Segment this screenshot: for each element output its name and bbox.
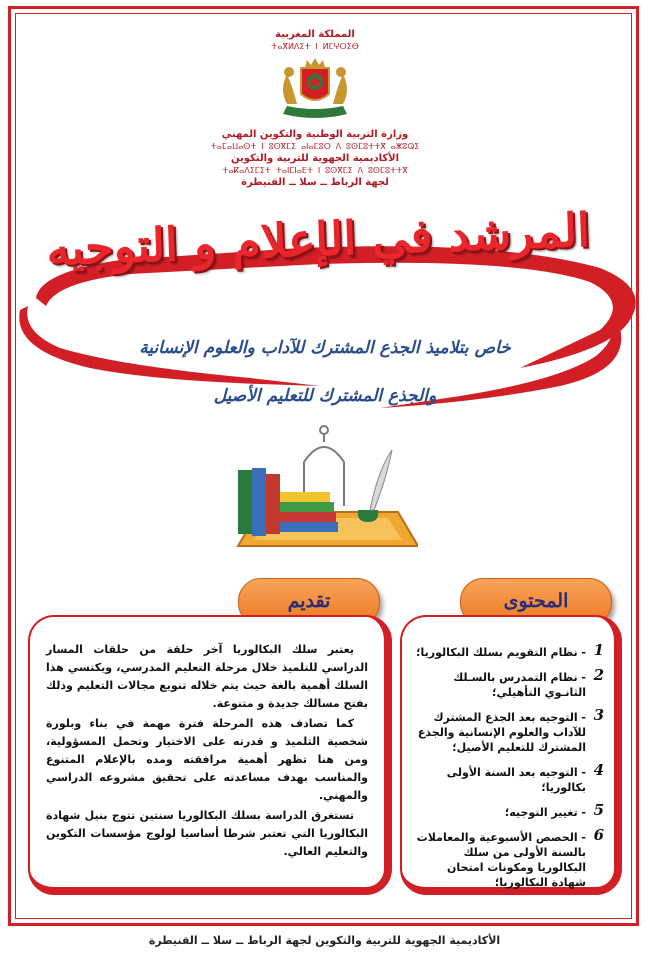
intro-box (28, 615, 392, 895)
list-item (412, 641, 604, 660)
list-item-text: - تغيير التوجيه؛ (504, 806, 586, 819)
main-title: المرشد في الإعلام و التوجيه (45, 202, 591, 276)
intro-paragraph-1: يعتبر سلك البكالوريا آخر حلقة من حلقات المسار الدراسي للتلميذ خلال مرحلة التعليم المدرسي، ويكتسي هذا السلك أهمية بالغة حيث يتم خلاله تنويع مجالات التعليم وذلك بفتح مسالك جديدة و متنوعة. (46, 643, 368, 710)
list-item-text: - التوجيه بعد السنة الأولى بكالوريا؛ (446, 766, 586, 794)
footer-text: الأكاديمية الجهوية للتربية والتكوين لجهة الرباط ــ سلا ــ القنيطرة (148, 934, 501, 947)
list-item-text: - نظام التمدرس بالسـلك الثانـوي التأهيلي؛ (453, 671, 586, 699)
contents-box (400, 615, 622, 895)
royal-emblem-icon (273, 54, 357, 122)
region-name-ar: لجهة الرباط ــ سلا ــ القنيطرة (241, 177, 389, 188)
list-item-text: - التوجيه بعد الجذع المشترك للآداب والعلوم الإنسانية والجذع المشترك للتعليم الأصيل؛ (417, 711, 586, 754)
academy-name-tifinagh: ⵜⴰⴽⴰⴷⵉⵎⵉⵜ ⵜⴰⵏⵎⵏⴰⴹⵜ ⵏ ⵓⵙⴳⵎⵉ ⴷ ⵓⵙⵎⵓⵜⵜⴳ (222, 166, 408, 175)
subtitle-line-1: خاص بتلاميذ الجذع المشترك للآداب والعلوم الإنسانية (139, 338, 511, 358)
intro-paragraph-2: كما تصادف هذه المرحلة فترة مهمة في بناء وبلورة شخصية التلميذ و قدرته على الاختيار وتحمل المسؤولية، ومن هنا تظهر أهمية مرافقته ومده بالإعلام المتنوع والمناسب بهدف مساعدته على تحقيق مشروعه الدراسي والمهني. (46, 717, 368, 802)
header-block (210, 28, 420, 189)
kingdom-name-ar: المملكة المغربية (275, 29, 355, 40)
academy-name-ar: الأكاديمية الجهوية للتربية والتكوين (230, 153, 400, 164)
list-item-number: 1 (593, 641, 604, 659)
subtitle-line-2: والجذع المشترك للتعليم الأصيل (213, 386, 437, 406)
list-item-text: - الحصص الأسبوعية والمعاملات بالسنة الأولى من سلك البكالوريا ومكونات امتحان شهادة البكالوريا؛ (416, 831, 586, 889)
list-item-number: 5 (593, 801, 604, 819)
kingdom-name-tifinagh: ⵜⴰⴳⵍⴷⵉⵜ ⵏ ⵍⵎⵖⵔⵉⴱ (271, 42, 359, 51)
list-item (412, 706, 604, 755)
intro-heading-tab: تقديم (238, 578, 380, 626)
ministry-name-ar: وزارة التربية الوطنية والتكوين المهني (221, 129, 409, 140)
list-item (412, 826, 604, 890)
list-item-number: 6 (593, 826, 604, 844)
ministry-name-tifinagh: ⵜⴰⵎⴰⵡⴰⵙⵜ ⵏ ⵓⵙⴳⵎⵉ ⴰⵏⴰⵎⵓⵔ ⴷ ⵓⵙⵎⵓⵜⵜⴳ ⴰⵥⵓⵕⵉ (210, 142, 420, 151)
list-item-number: 2 (593, 666, 604, 684)
list-item (412, 761, 604, 795)
list-item (412, 666, 604, 700)
books-and-quill-illustration (228, 422, 418, 552)
list-item (412, 801, 604, 820)
contents-list (402, 617, 614, 890)
contents-heading-tab: المحتوى (460, 578, 612, 626)
list-item-number: 3 (593, 706, 604, 724)
list-item-text: - نظام التقويم بسلك البكالوريا؛ (416, 646, 586, 659)
list-item-number: 4 (593, 761, 604, 779)
intro-paragraph-3: تستغرق الدراسة بسلك البكالوريا سنتين تتوج بنيل شهادة البكالوريا التي تعتبر شرطا أساسيا لولوج مؤسسات التكوين والتعليم العالي. (46, 809, 368, 858)
